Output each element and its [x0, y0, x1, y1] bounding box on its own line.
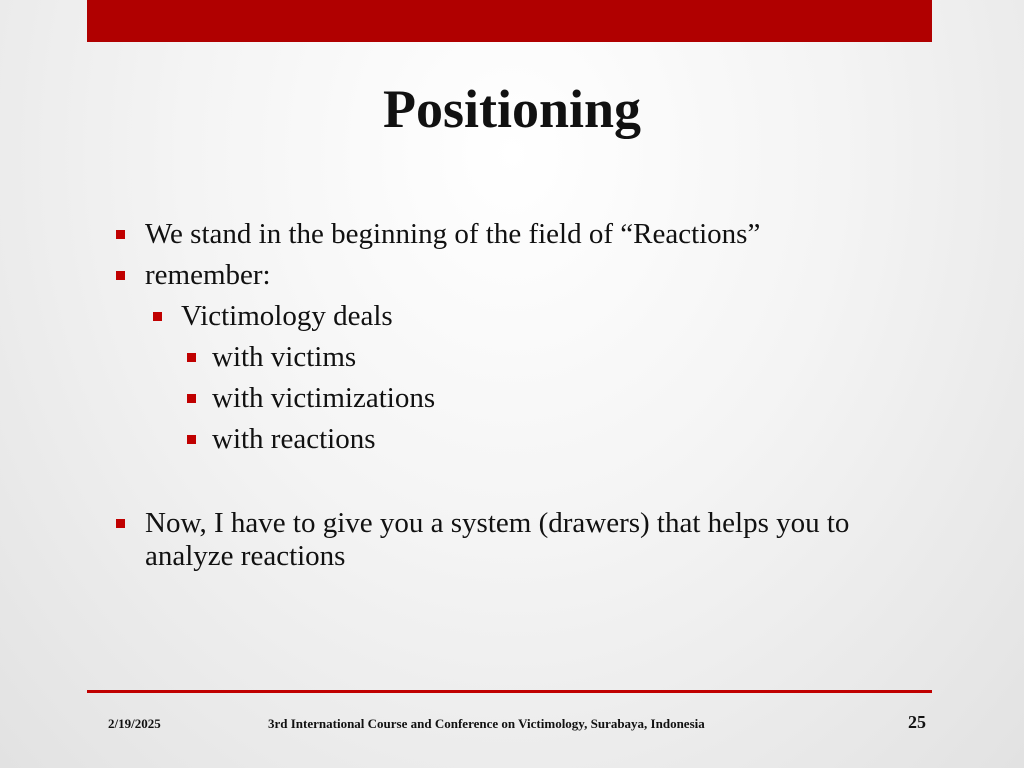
bullet-text: remember: [145, 259, 271, 291]
footer-event-text: 3rd International Course and Conference on Victimology, Surabaya, Indonesia [268, 716, 705, 731]
bullet-item [212, 382, 435, 415]
bullet-item [145, 507, 935, 573]
square-bullet-icon [187, 353, 196, 362]
slide-number: 25 [908, 712, 926, 732]
bullet-item [181, 300, 393, 333]
bullet-text: We stand in the beginning of the field of “Reactions” [145, 218, 761, 250]
bullet-item [145, 218, 760, 251]
bullet-item [145, 259, 271, 292]
bullet-text: with reactions [212, 423, 376, 455]
bullet-text: Now, I have to give you a system (drawers) that helps you to analyze reactions [145, 507, 850, 572]
bullet-item [212, 423, 375, 456]
bullet-item [212, 341, 356, 374]
square-bullet-icon [116, 519, 125, 528]
top-accent-bar [87, 0, 932, 42]
footer-divider [87, 690, 932, 693]
square-bullet-icon [116, 271, 125, 280]
square-bullet-icon [116, 230, 125, 239]
bullet-text: with victimizations [212, 382, 436, 414]
bullet-text: Victimology deals [181, 300, 393, 332]
footer-date: 2/19/2025 [108, 716, 161, 731]
square-bullet-icon [187, 394, 196, 403]
bullet-text: with victims [212, 341, 357, 373]
square-bullet-icon [187, 435, 196, 444]
square-bullet-icon [153, 312, 162, 321]
slide-title: Positioning [382, 79, 642, 139]
